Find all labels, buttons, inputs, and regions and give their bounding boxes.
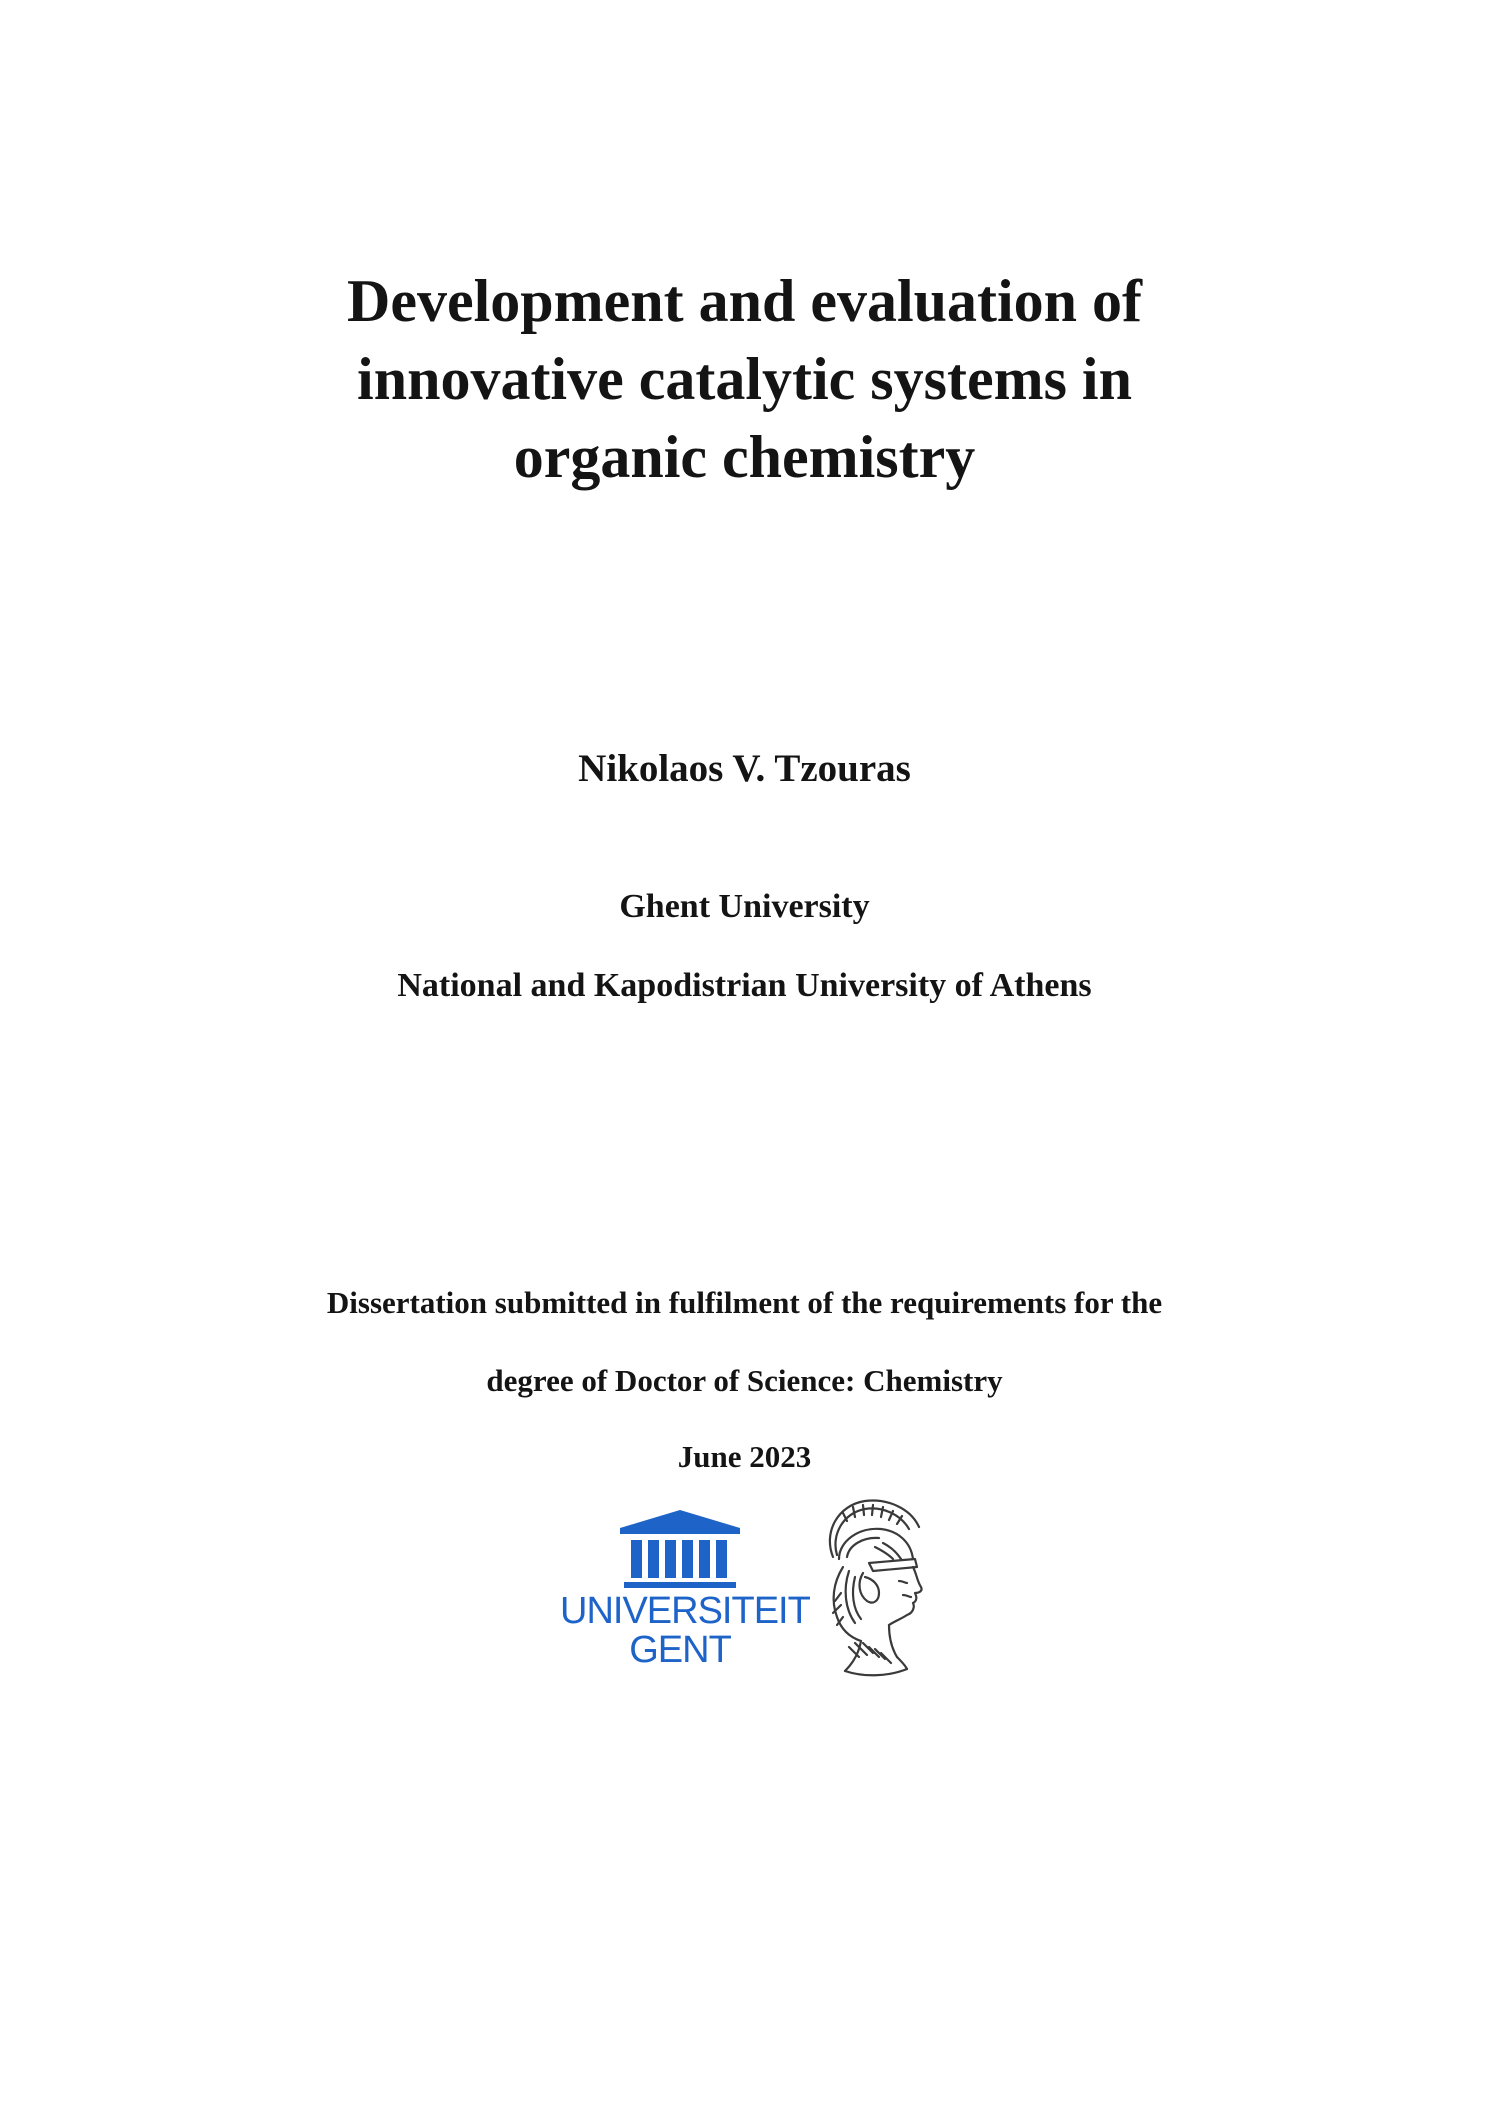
title-line-1: Development and evaluation of xyxy=(347,268,1142,334)
athena-head-emblem-icon xyxy=(803,1497,928,1680)
submission-date: June 2023 xyxy=(677,1439,812,1474)
dissertation-statement-line-2: degree of Doctor of Science: Chemistry xyxy=(486,1363,1003,1398)
author-name: Nikolaos V. Tzouras xyxy=(578,747,911,790)
title-line-3: organic chemistry xyxy=(513,424,976,490)
ugent-logo-line-1: UNIVERSITEIT xyxy=(560,1590,810,1632)
ugent-logo-line-2: GENT xyxy=(629,1629,731,1671)
title-line-2: innovative catalytic systems in xyxy=(357,346,1132,412)
building-columns-icon xyxy=(560,1508,800,1592)
dissertation-statement-line-1: Dissertation submitted in fulfilment of the requirements for the xyxy=(326,1285,1163,1320)
thesis-title xyxy=(0,262,1489,496)
ghent-university-logo xyxy=(560,1508,810,1678)
affiliation-ghent: Ghent University xyxy=(619,888,870,925)
affiliation-athens: National and Kapodistrian University of Athens xyxy=(397,967,1092,1004)
